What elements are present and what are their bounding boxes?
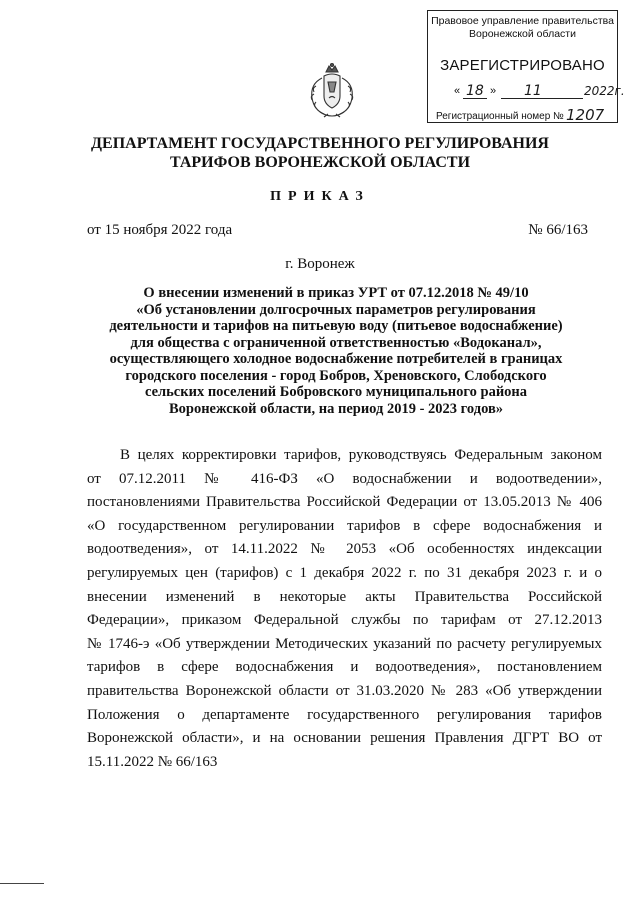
subject-line: О внесении изменений в приказ УРТ от 07.12.2018 № 49/10 — [143, 285, 529, 301]
stamp-reg-number: 1207 — [566, 106, 605, 124]
stamp-month-underline — [501, 98, 583, 99]
stamp-reg-label: Регистрационный номер № — [436, 111, 564, 122]
stamp-registered-label: ЗАРЕГИСТРИРОВАНО — [440, 57, 605, 74]
stamp-quote-open: « — [454, 85, 461, 97]
coat-of-arms-icon — [300, 62, 364, 124]
body-line: № 1746-э «Об утверждении Методических указаний по расчету регулируемых — [87, 635, 602, 652]
body-line: водоотведения», от 14.11.2022 № 2053 «Об особенностях индексации — [87, 541, 602, 558]
body-line: постановлениями Правительства Российской Федерации от 13.05.2013 № 406 — [87, 494, 602, 511]
subject-line: для общества с ограниченной ответственностью «Водоканал», — [130, 334, 542, 351]
document-type: ПРИКАЗ — [270, 189, 370, 204]
subject-line: деятельности и тарифов на питьевую воду (питьевое водоснабжение) — [109, 318, 563, 334]
document-body — [87, 444, 602, 774]
body-line: Воронежской области», и на основании решения Правления ДГРТ ВО от — [87, 730, 602, 747]
document-subject — [86, 285, 586, 417]
department-line-1: ДЕПАРТАМЕНТ ГОСУДАРСТВЕННОГО РЕГУЛИРОВАНИЯ — [91, 135, 549, 152]
body-line: регулируемых цен (тарифов) с 1 декабря 2022 г. по 31 декабря 2023 г. и о — [87, 564, 602, 581]
subject-line: городского поселения - город Бобров, Хреновского, Слободского — [125, 367, 547, 384]
subject-line: «Об установлении долгосрочных параметров регулирования — [136, 301, 536, 318]
stamp-year: 2022г. — [584, 84, 625, 98]
body-line: внесении изменений в некоторые акты Правительства Российской — [87, 588, 602, 605]
registration-stamp — [427, 10, 625, 124]
document-date: от 15 ноября 2022 года — [87, 222, 233, 238]
body-line: правительства Воронежской области от 31.03.2020 № 283 «Об утверждении — [87, 682, 602, 699]
stamp-date — [454, 83, 625, 103]
body-line: тарифов в сфере водоснабжения и водоотведения», постановлением — [87, 659, 602, 676]
department-line-2: ТАРИФОВ ВОРОНЕЖСКОЙ ОБЛАСТИ — [169, 154, 471, 171]
body-line: Положения о департаменте государственного регулирования тарифов — [87, 706, 602, 723]
stamp-reg-underline — [558, 122, 608, 123]
document-city: г. Воронеж — [285, 256, 355, 272]
body-line: «О государственном регулировании тарифов в сфере водоснабжения и — [87, 517, 602, 534]
body-line: 15.11.2022 № 66/163 — [87, 753, 218, 770]
stamp-organization — [428, 15, 617, 41]
document-number: № 66/163 — [528, 222, 588, 238]
subject-line: сельских поселений Бобровского муниципального района — [144, 384, 528, 400]
subject-line: осуществляющего холодное водоснабжение потребителей в границах — [109, 351, 563, 367]
stamp-day-underline — [463, 98, 487, 99]
footer-divider — [0, 883, 44, 884]
stamp-reg-number-row — [436, 106, 609, 124]
department-name — [0, 134, 640, 172]
body-line: Федерации», приказом Федеральной службы по тарифам от 27.12.2013 — [87, 612, 602, 629]
stamp-quote-close: » — [490, 85, 497, 97]
stamp-org-line-1: Правовое управление правительства — [431, 15, 614, 27]
stamp-day: 18 — [466, 83, 484, 99]
stamp-month: 11 — [524, 83, 542, 99]
body-line: от 07.12.2011 № 416-ФЗ «О водоснабжении и водоотведении», — [87, 470, 602, 487]
stamp-org-line-2: Воронежской области — [469, 28, 576, 40]
body-line: В целях корректировки тарифов, руководствуясь Федеральным законом — [120, 447, 602, 463]
subject-line: Воронежской области, на период 2019 - 2023 годов» — [168, 400, 504, 417]
